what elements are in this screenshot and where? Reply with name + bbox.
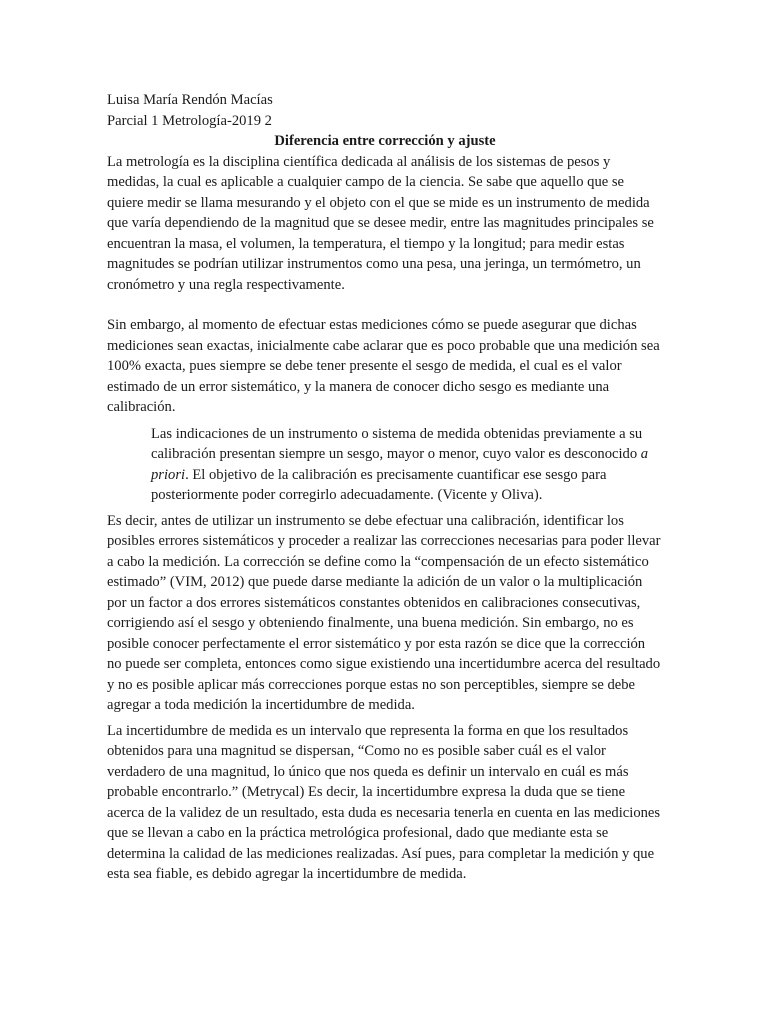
block-quote <box>151 424 661 506</box>
paragraph-correction: Es decir, antes de utilizar un instrumento se debe efectuar una calibración, identificar los posibles errores sistemáticos y proceder a realizar las correcciones necesarias para poder llevar a cabo la medición. La corrección se define como la “compensación de un efecto sistemático estimado” (VIM, 2012) que puede darse mediante la adición de un valor o la multiplicación por un factor a dos errores sistemáticos constantes obtenidos en calibraciones consecutivas, corrigiendo así el sesgo y obteniendo finalmente, una buena medición. Sin embargo, no es posible conocer perfectamente el error sistemático y por esta razón se dice que la corrección no puede ser completa, entonces como sigue existiendo una incertidumbre acerca del resultado y no es posible aplicar más correcciones porque estas no son perceptibles, siempre se debe agregar a toda medición la incertidumbre de medida. <box>107 512 661 713</box>
course-line: Parcial 1 Metrología-2019 2 <box>107 112 272 129</box>
author-name: Luisa María Rendón Macías <box>107 92 273 108</box>
paragraph-uncertainty: La incertidumbre de medida es un intervalo que representa la forma en que los resultados obtenidos para una magnitud se dispersan, “Como no es posible saber cuál es el valor verdadero de una magnitud, lo único que nos queda es definir un intervalo en cuál es más probable encontrarlo.” (Metrycal) Es decir, la incertidumbre expresa la duda que se tiene acerca de la validez de un resultado, esta duda es necesaria tenerla en cuenta en las mediciones que se llevan a cabo en la práctica metrológica profesional, dado que mediante esta se determina la calidad de las mediciones realizadas. Así pues, para completar la medición y que esta sea fiable, es debido agregar la incertidumbre de medida. <box>107 722 661 882</box>
document-page <box>107 90 663 885</box>
quote-text-after: . El objetivo de la calibración es precisamente cuantificar ese sesgo para posteriormente poder corregirlo adecuadamente. (Vicente y Oliva). <box>151 466 607 503</box>
paragraph-intro: La metrología es la disciplina científica dedicada al análisis de los sistemas de pesos y medidas, la cual es aplicable a cualquier campo de la ciencia. Se sabe que aquello que se quiere medir se llama mesurando y el objeto con el que se mide es un instrumento de medida que varía dependiendo de la magnitud que se desee medir, entre las magnitudes principales se encuentran la masa, el volumen, la temperatura, el tiempo y la longitud; para medir estas magnitudes se podrían utilizar instrumentos como una pesa, una jeringa, un termómetro, un cronómetro y una regla respectivamente. <box>107 153 654 293</box>
paragraph-measurement: Sin embargo, al momento de efectuar estas mediciones cómo se puede asegurar que dichas mediciones sean exactas, inicialmente cabe aclarar que es poco probable que una medición sea 100% exacta, pues siempre se debe tener presente el sesgo de medida, el cual es el valor estimado de un error sistemático, y la manera de conocer dicho sesgo es mediante una calibración. <box>107 317 660 415</box>
quote-emphasis: a priori <box>151 446 649 483</box>
document-title: Diferencia entre corrección y ajuste <box>274 133 496 149</box>
quote-text-before: Las indicaciones de un instrumento o sistema de medida obtenidas previamente a su calibración presentan siempre un sesgo, mayor o menor, cuyo valor es desconocido <box>151 425 643 462</box>
